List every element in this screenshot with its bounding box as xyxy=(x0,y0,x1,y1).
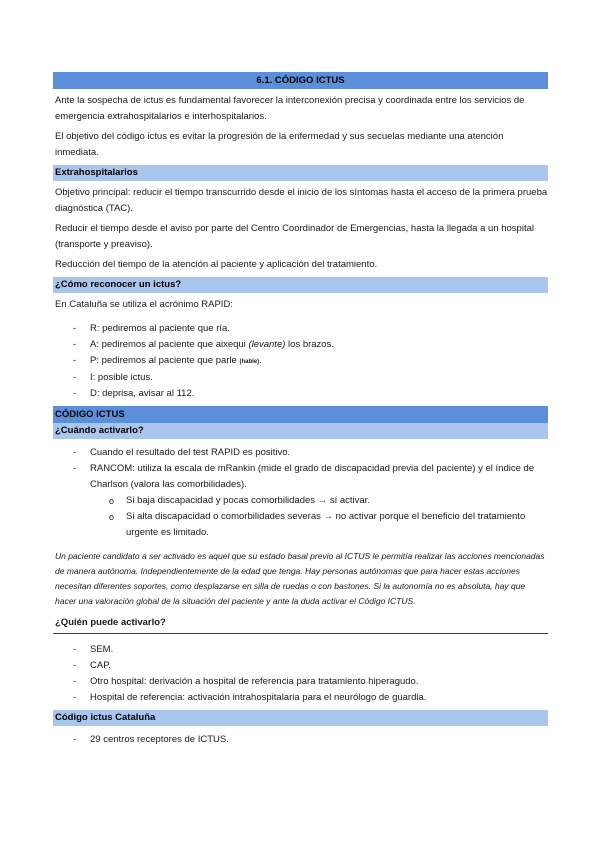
codigo-ictus-heading: CÓDIGO ICTUS xyxy=(53,406,548,423)
reconocer-lead: En Cataluña se utiliza el acrónimo RAPID: xyxy=(55,299,233,310)
document-page xyxy=(53,72,548,748)
rapid-list xyxy=(53,321,548,402)
list-item: - Hospital de referencia: activación intrahospitalaria para el neurólogo de guardia. xyxy=(73,692,427,703)
list-item: - I: posible ictus. xyxy=(73,372,153,383)
list-item: o Si baja discapacidad y pocas comorbilidades → sí activar. xyxy=(109,495,370,506)
list-item: - R: pediremos al paciente que ría. xyxy=(73,323,230,334)
list-item: - P: pediremos al paciente que parle (hable). xyxy=(73,355,262,366)
list-item: - 29 centros receptores de ICTUS. xyxy=(73,734,229,745)
reconocer-heading: ¿Cómo reconocer un ictus? xyxy=(53,277,548,293)
extra-paragraph-3: Reducción del tiempo de la atención al paciente y aplicación del tratamiento. xyxy=(55,259,378,270)
list-item: - D: deprisa, avisar al 112. xyxy=(73,388,195,399)
cataluna-heading: Código ictus Cataluña xyxy=(53,710,548,726)
extrahospitalarios-heading: Extrahospitalarios xyxy=(53,165,548,181)
intro-paragraph-2: El objetivo del código ictus es evitar la progresión de la enfermedad y sus secuelas mediante una atención inmediata. xyxy=(55,131,504,158)
cuando-heading: ¿Cuándo activarlo? xyxy=(53,423,548,439)
list-item: - Cuando el resultado del test RAPID es positivo. xyxy=(73,447,291,458)
cuando-list xyxy=(53,445,548,493)
section-title: 6.1. CÓDIGO ICTUS xyxy=(53,72,548,89)
quien-list xyxy=(53,642,548,706)
intro-paragraph-1: Ante la sospecha de ictus es fundamental favorecer la interconexión precisa y coordinada entre los servicios de emergencia extrahospitalarios e interhospitalarios. xyxy=(55,95,525,122)
quien-heading: ¿Quién puede activarlo? xyxy=(53,615,548,634)
list-item: - SEM. xyxy=(73,644,114,655)
extra-paragraph-2: Reducir el tiempo desde el aviso por parte del Centro Coordinador de Emergencias, hasta la llegada a un hospital (transporte y preaviso). xyxy=(55,223,534,250)
list-item: - CAP. xyxy=(73,660,111,671)
list-item: - RANCOM: utiliza la escala de mRankin (mide el grado de discapacidad previa del paciente) y el índice de Charlson (valora las comorbilidades). xyxy=(73,463,535,490)
cataluna-list xyxy=(53,732,548,748)
list-item: - Otro hospital: derivación a hospital de referencia para tratamiento hiperagudo. xyxy=(73,676,419,687)
cuando-sublist xyxy=(53,493,548,541)
extra-paragraph-1: Objetivo principal: reducir el tiempo transcurrido desde el inicio de los síntomas hasta el acceso de la primera prueba diagnóstica (TAC). xyxy=(55,187,548,214)
list-item: - A: pediremos al paciente que aixequi (levante) los brazos. xyxy=(73,339,334,350)
activation-note: Un paciente candidato a ser activado es aquel que su estado basal previo al ICTUS le permitía realizar las acciones mencionadas de manera autónoma. Independientemente de la edad que tenga. Hay personas autónomas que para hacer estas acciones necesitan diferentes soportes, como desplazarse en silla de ruedas o con bastones. Si la autonomía no es absoluta, hay que hacer una valoración global de la situación del paciente y ante la duda activar el Código ICTUS. xyxy=(55,551,545,606)
list-item: o Si alta discapacidad o comorbilidades severas → no activar porque el beneficio del tratamiento urgente es limitado. xyxy=(109,511,526,538)
